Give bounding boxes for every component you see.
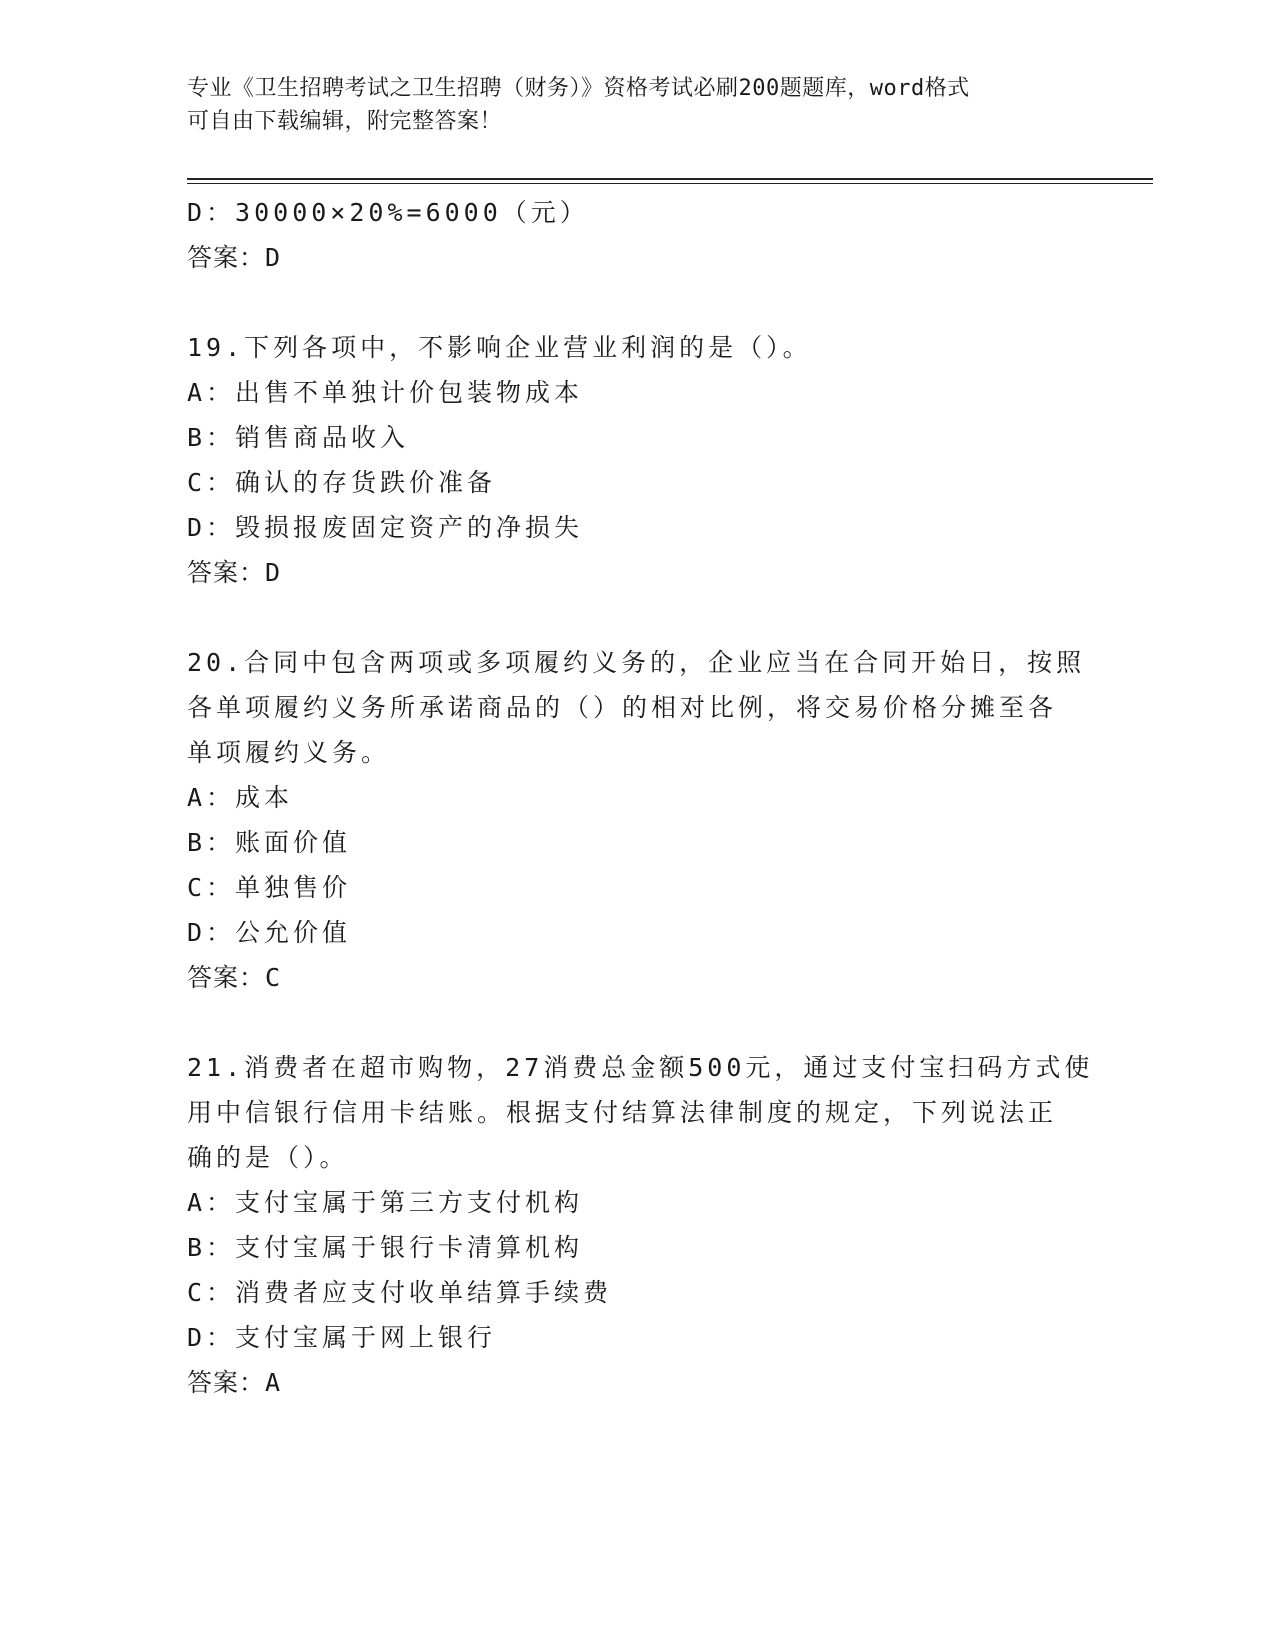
question-stem <box>187 325 1087 370</box>
stem-line: 确的是（）。 <box>187 1143 349 1172</box>
header-line-1: 专业《卫生招聘考试之卫生招聘（财务）》资格考试必刷200题题库，word格式 <box>187 76 970 101</box>
stem-line: 单项履约义务。 <box>187 738 391 767</box>
option-b: B：销售商品收入 <box>187 423 410 452</box>
answer: 答案：C <box>187 963 282 992</box>
option-a: A：成本 <box>187 783 294 812</box>
previous-question-tail <box>187 190 1107 280</box>
question-stem <box>187 1045 1094 1180</box>
stem-line: 用中信银行信用卡结账。根据支付结算法律制度的规定，下列说法正 <box>187 1098 1058 1127</box>
option-b: B：账面价值 <box>187 828 352 857</box>
option-d: D：公允价值 <box>187 918 352 947</box>
document-header <box>187 72 1087 138</box>
question-20 <box>187 640 1107 1000</box>
option-c: C：单独售价 <box>187 873 352 902</box>
option-a: A：支付宝属于第三方支付机构 <box>187 1188 584 1217</box>
stem-line: 19.下列各项中，不影响企业营业利润的是（）。 <box>187 333 812 362</box>
option-c: C：消费者应支付收单结算手续费 <box>187 1278 613 1307</box>
stem-line: 21.消费者在超市购物，27消费总金额500元，通过支付宝扫码方式使 <box>187 1053 1094 1082</box>
stem-line: 各单项履约义务所承诺商品的（）的相对比例，将交易价格分摊至各 <box>187 693 1058 722</box>
option-c: C：确认的存货跌价准备 <box>187 468 497 497</box>
option-d: D：30000×20%=6000（元） <box>187 198 589 227</box>
option-d: D：支付宝属于网上银行 <box>187 1323 497 1352</box>
answer: 答案：A <box>187 1368 282 1397</box>
document-body <box>187 190 1107 1405</box>
option-d: D：毁损报废固定资产的净损失 <box>187 513 584 542</box>
answer: 答案：D <box>187 558 282 587</box>
option-b: B：支付宝属于银行卡清算机构 <box>187 1233 584 1262</box>
header-line-2: 可自由下载编辑，附完整答案！ <box>187 109 503 134</box>
question-stem <box>187 640 1087 775</box>
answer: 答案：D <box>187 243 282 272</box>
question-21 <box>187 1045 1107 1405</box>
option-a: A：出售不单独计价包装物成本 <box>187 378 584 407</box>
stem-line: 20.合同中包含两项或多项履约义务的，企业应当在合同开始日，按照 <box>187 648 1086 677</box>
header-divider <box>187 178 1153 180</box>
header-divider-thin <box>187 183 1153 184</box>
question-19 <box>187 325 1107 595</box>
